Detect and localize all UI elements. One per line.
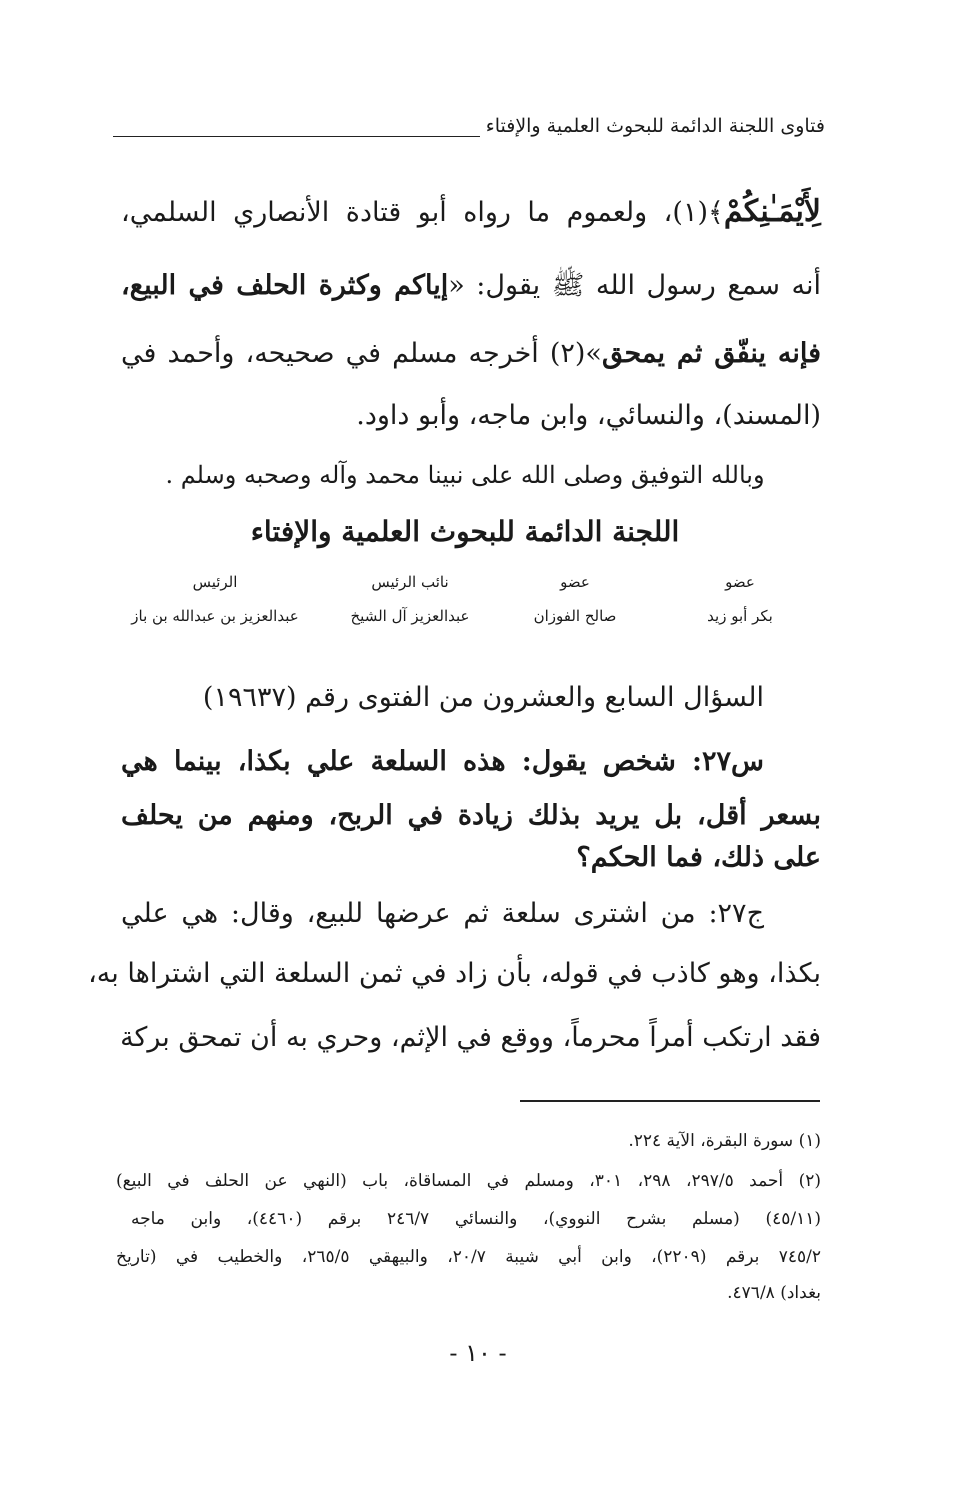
question-line-3: على ذلك، فما الحكم؟: [576, 842, 821, 873]
signature-member-1: [670, 572, 810, 626]
hadith-quote-end: فإنه ينفّق ثم يمحق: [601, 338, 822, 369]
question-line-1: س٢٧: شخص يقول: هذه السلعة علي بكذا، بينما هي: [121, 746, 764, 777]
committee-title: اللجنة الدائمة للبحوث العلمية والإفتاء: [250, 515, 680, 548]
signature-name: بكر أبو زيد: [707, 607, 773, 625]
footnote-2-line-3: ٧٤٥/٢ برقم (٢٢٠٩)، وابن أبي شيبة ٢٠/٧، والبيهقي ٢٦٥/٥، والخطيب في (تاريخ: [116, 1247, 822, 1267]
answer-line-2: بكذا، وهو كاذب في قوله، بأن زاد في ثمن السلعة التي اشتراها به،: [88, 958, 821, 989]
body-line-2-text-a: أنه سمع رسول الله ﷺ يقول: «: [448, 270, 821, 301]
body-line-1: [121, 192, 821, 233]
signature-role: الرئيس: [192, 573, 238, 591]
signature-role: عضو: [725, 573, 755, 591]
signature-role: نائب الرئيس: [371, 573, 449, 591]
signature-name: عبدالعزيز آل الشيخ: [350, 607, 470, 625]
running-title: فتاوى اللجنة الدائمة للبحوث العلمية والإفتاء: [480, 112, 825, 140]
body-line-3: [121, 334, 821, 374]
page-number: - ١٠ -: [449, 1339, 507, 1367]
body-line-4: [121, 396, 821, 436]
body-line-4-text: (المسند)، والنسائي، وابن ماجه، وأبو داود.: [356, 400, 821, 431]
signature-vice-president: [325, 572, 495, 626]
footnote-1: (١) سورة البقرة، الآية ٢٢٤.: [628, 1131, 821, 1151]
signature-name: عبدالعزيز بن عبدالله بن باز: [131, 607, 299, 625]
body-line-1-text: ﴾(١)، ولعموم ما رواه أبو قتادة الأنصاري السلمي،: [121, 197, 724, 228]
signature-member-2: [505, 572, 645, 626]
question-line-2: بسعر أقل، بل يريد بذلك زيادة في الربح، ومنهم من يحلف: [121, 800, 821, 831]
footnote-rule: [520, 1100, 820, 1102]
signature-president: [110, 572, 320, 626]
signature-name: صالح الفوزان: [533, 607, 617, 625]
hadith-quote-start: إياكم وكثرة الحلف في البيع،: [121, 270, 449, 301]
footnote-2-line-1: (٢) أحمد ٢٩٧/٥، ٢٩٨، ٣٠١، ومسلم في المساقاة، باب (النهي عن الحلف في البيع): [116, 1171, 821, 1191]
section-heading: السؤال السابع والعشرون من الفتوى رقم (١٩٦٣٧): [202, 682, 764, 713]
footnote-2-line-2: (٤٥/١١) (مسلم بشرح النووي)، والنسائي ٢٤٦/٧ برقم (٤٤٦٠)، وابن ماجه: [131, 1209, 821, 1229]
quran-word: لِأَيْمَـٰنِكُمْ: [723, 194, 821, 229]
footnote-2-line-4: بغداد) ٤٧٦/٨.: [727, 1283, 821, 1303]
closing-formula: وبالله التوفيق وصلى الله على نبينا محمد وآله وصحبه وسلم .: [165, 461, 765, 489]
signature-role: عضو: [560, 573, 590, 591]
answer-line-3: فقد ارتكب أمراً محرماً، ووقع في الإثم، وحري به أن تمحق بركة: [120, 1022, 821, 1053]
running-header: [113, 112, 825, 142]
body-line-3-text-b: »(٢) أخرجه مسلم في صحيحه، وأحمد في: [121, 338, 602, 369]
signature-block: [100, 572, 840, 642]
answer-line-1: ج٢٧: من اشترى سلعة ثم عرضها للبيع، وقال: هي علي: [121, 898, 764, 929]
body-line-2: [121, 266, 821, 306]
